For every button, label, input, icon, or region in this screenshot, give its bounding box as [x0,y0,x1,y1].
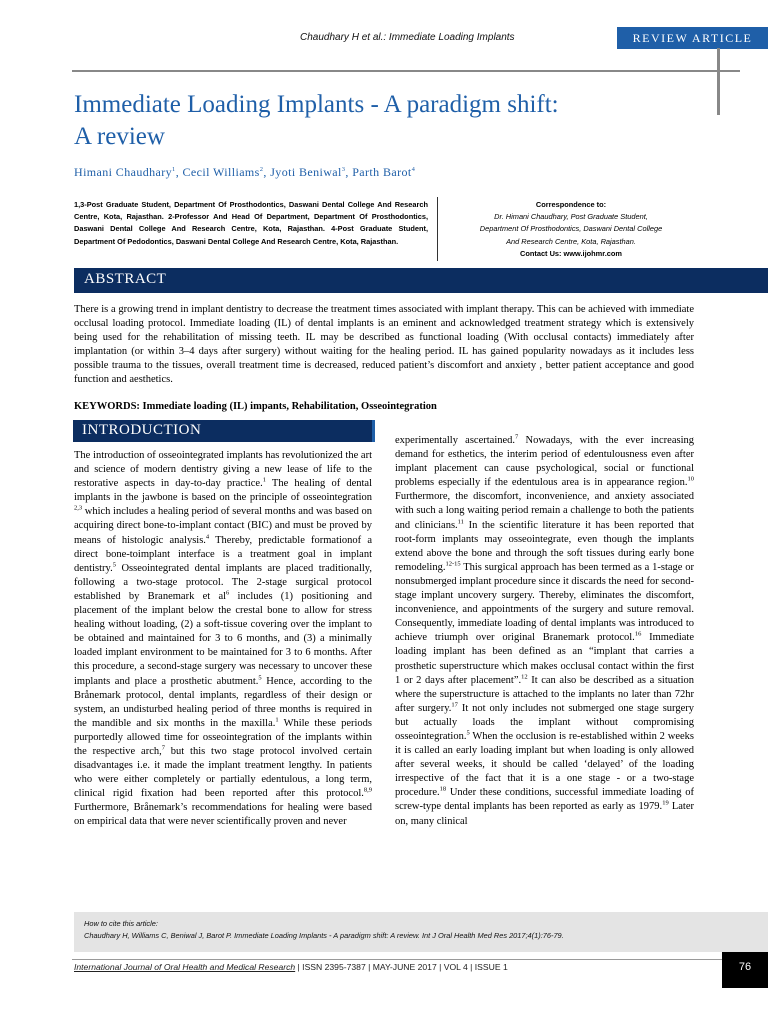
body-text-run: While these periods purportedly allowed time for osseointegration of the implants within the respective arch, [74,717,372,757]
citation-marker: 1 [262,476,266,484]
citation-marker: 19 [662,799,669,807]
citation-marker: 12-15 [445,560,461,568]
correspondence-line: Department Of Prosthodontics, Daswani Dental College [479,224,663,234]
body-text-run: Furthermore, Brånemark’s recommendations for healing were based on empirical data that were never scientifically proven and never [74,802,372,828]
footer-rule [72,959,722,960]
body-text-run: but this two stage protocol involved certain disadvantages i.e. it made the implant treatment lengthy. In patients who were either completely or partially edentulous, a long term, clinical rigid fixation had been reported after this protocol. [74,745,372,800]
citation-marker: 16 [634,630,642,638]
keywords: KEYWORDS: Immediate loading (IL) impants, Rehabilitation, Osseointegration [74,401,437,412]
body-text-run: Hence, according to the Brånemark protocol, dental implants, regardless of their design or system, an undisturbed healing period of three months is required in the mandible and six months in the maxilla. [74,675,372,729]
body-text-run: It not only includes not submerged one stage surgery but actually loads the implant without compromising osseointegration. [395,702,694,742]
body-text-run: Osseointegrated dental implants are placed traditionally, following a two-stage protocol. The 2-stage surgical protocol established by Branemark et al [74,562,372,602]
article-type-badge: REVIEW ARTICLE [617,27,768,49]
author-name: Cecil Williams [182,165,260,179]
introduction-heading: INTRODUCTION [82,422,202,438]
running-head: Chaudhary H et al.: Immediate Loading Implants [300,32,515,43]
title-line-1: Immediate Loading Implants - A paradigm shift: [74,91,559,118]
body-text-run: which includes a healing period of several months and was based on acquiring direct bone-to-implant contact (BIC) and must be proved by means of histologic analysis. [74,506,372,546]
body-text-run: Immediate loading implant has been defined as an “implant that carries a prosthetic superstructure which makes occlusal contact within the first 1 or 2 days after placement”. [395,632,694,686]
body-text-run: Nowadays, with the ever increasing demand for esthetics, the interim period of edentulousness even after implant placement can cause psychological, social or functional problems especially if the edentulous area is in appearance region. [395,435,694,489]
author-affiliation-number: 4 [411,166,416,173]
citation-marker: 10 [687,475,694,483]
header-rule [72,70,740,72]
journal-details: | ISSN 2395-7387 | MAY-JUNE 2017 | VOL 4 | ISSUE 1 [295,962,508,972]
citation-marker: 12 [521,673,528,681]
author-affiliation-number: 3 [341,166,346,173]
citation-marker: 1 [275,716,279,724]
correspondence-block [446,199,696,260]
body-text-run: experimentally ascertained. [395,435,516,446]
citation-marker: 4 [205,533,210,541]
body-text-run: Later on, many clinical [395,801,694,827]
body-text-run: The healing of dental implants in the jawbone is based on the principle of osseointegration [74,478,372,504]
author-name: Himani Chaudhary [74,165,173,179]
body-text-run: includes (1) positioning and placement of the implant below the crestal bone to allow for stress healing without loading, (2) a soft-tissue covering over the implant to be obtained and maintained for 3 to 6 months, and (3) a minimally loaded implant environment to be maintained for 3 to 6 months. After this procedure, a second-stage surgery was necessary to uncover these implants and place a prosthetic abutment. [74,590,372,687]
body-text-run: When the occlusion is re-established within 2 weeks it is called an early loading implant but when loading is only allowed after several weeks, it should be called ‘delayed’ of the loading irrespective of the fact that it is a one stage - or a two-stage procedure. [395,730,694,799]
citation-marker: 6 [226,589,230,597]
affiliation-divider [437,197,438,261]
body-text-run: Under these conditions, successful immediate loading of screw-type dental implants has been reported as early as 1979. [395,787,694,813]
contact-line: Contact Us: www.ijohmr.com [520,248,622,258]
citation-heading: How to cite this article: [84,919,158,928]
correspondence-line: Dr. Himani Chaudhary, Post Graduate Student, [494,212,648,222]
abstract-heading: ABSTRACT [84,271,167,287]
body-column-left [74,449,372,830]
abstract-text: There is a growing trend in implant dentistry to decrease the treatment times associated with implant therapy. This can be achieved with immediate occlusal loading protocol. Immediate loading (IL) of dental implants is an eminent and acknowledged treatment strategy which is extensively being used for the rehabilitation of missing teeth. IL may be described as functional loading (With occlusal contacts) immediately after implantation (or within 3–4 days after surgery) without waiting for the healing period. IL has gained popularity nowadays as it includes less possible trauma to the tissues, overall treatment time is decreased, reduced patient’s discomfort and anxiety , better patient acceptance and good function and aesthetics. [74,304,694,386]
citation-marker: 5 [112,561,116,569]
citation-body: Chaudhary H, Williams C, Beniwal J, Barot P. Immediate Loading Implants - A paradigm shift: A review. Int J Oral Health Med Res 2017;4(1):76-79. [84,931,564,940]
author-name: Jyoti Beniwal [270,165,342,179]
header-vertical-rule [717,48,720,115]
correspondence-line: And Research Centre, Kota, Rajasthan. [506,236,636,246]
page-number: 76 [722,952,768,988]
correspondence-heading: Correspondence to: [535,200,607,209]
abstract-heading-bar [74,268,768,293]
title-line-2: A review [74,123,165,150]
citation-marker: 5 [258,674,262,681]
footer [74,962,508,972]
citation-marker: 7 [515,433,519,441]
author-list: Himani Chaudhary$^1$, Cecil Williams$^2$, Jyoti Beniwal$^3$, Parth Barot$^4$ [74,165,416,179]
body-text-run: The introduction of osseointegrated implants has revolutionized the art and science of modern dentistry giving a new lease of life to the restorative aspects in day-to-day practice. [74,450,372,490]
body-text-run: This surgical approach has been termed as a 1-stage or nonsubmerged implant procedure since it discards the need for second-stage implant uncovery surgery. Thereby, eliminates the discomfort, inconvenience, and appointments of the surgery and suture removal. Consequently, immediate loading of dental implants was introduced to achieve triumph over original Branemark protocol. [395,561,694,644]
body-text-run: Thereby, predictable formationof a direct bone-toimplant interface is a treatment goal in implant dentistry. [74,534,372,574]
body-text-run: In the scientific literature it has been reported that root-form implants may osseointegrate, even though the implants extend above the bone and through the soft tissues during early bone remodeling. [395,519,694,573]
author-affiliation-number: 1 [172,166,176,173]
citation-marker: 2,3 [74,504,83,512]
body-text-run: It can also be described as a situation where the superstructure is attached to the implants no later than 72hr after surgery. [395,674,694,714]
journal-name: International Journal of Oral Health and Medical Research [74,962,296,972]
body-column-right [395,434,694,829]
citation-marker: 17 [451,701,458,709]
citation-marker: 5 [466,729,470,737]
affiliations: 1,3-Post Graduate Student, Department Of Prosthodontics, Daswani Dental College And Research Centre, Kota, Rajasthan. 2-Professor And Head Of Department, Department Of Prosthodontics, Daswani Dental College And Research Centre, Kota, Rajasthan. 4-Post Graduate Student, Department Of Pedodontics, Daswani Dental College And Research Centre, Kota, Rajasthan. [74,200,428,246]
citation-marker: 11 [457,518,464,526]
introduction-heading-accent [372,420,375,442]
author-affiliation-number: 2 [259,166,264,173]
author-name: Parth Barot [352,165,412,179]
citation-text [84,918,754,942]
article-title [74,89,714,153]
citation-marker: 18 [439,785,447,793]
citation-marker: 8,9 [363,786,372,794]
citation-marker: 7 [161,744,165,752]
body-text-run: Furthermore, the discomfort, inconvenience, and anxiety associated with such a long waiting period remain a challenge to both the patients and clinicians. [395,491,694,531]
